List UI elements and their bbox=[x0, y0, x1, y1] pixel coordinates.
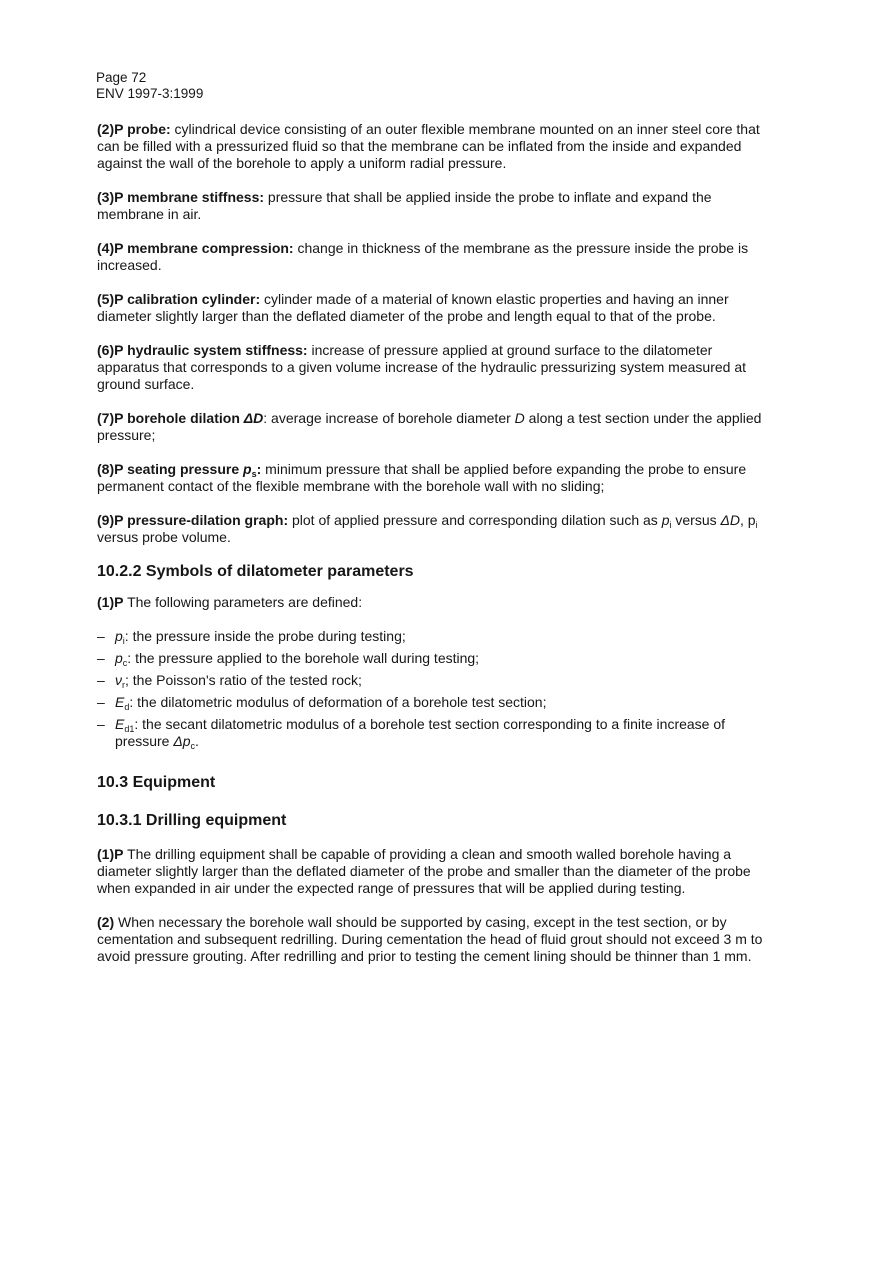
paragraph-drilling-2: (2) When necessary the borehole wall should be supported by casing, except in the test section, or by cementation and subsequent redrilling. During cementation the head of fluid grout should not exceed 3 m to avoid pressure grouting. After redrilling and prior to testing the cement lining should be thinner than 1 mm. bbox=[97, 914, 763, 964]
list-item: – $E_{d1}$: the secant dilatometric modulus of a borehole test section corresponding to a finite increase of pressure $\Delta p_c$. bbox=[97, 716, 726, 751]
definition-seating-pressure: (8)P seating pressure $p_s$: minimum pressure that shall be applied before expanding the probe to ensure permanent contact of the flexible membrane with the borehole wall with no sliding; bbox=[97, 461, 747, 494]
symbol: ν bbox=[115, 672, 122, 688]
list-item: – $E_d$: the dilatometric modulus of deformation of a borehole test section; bbox=[97, 694, 547, 712]
definition-probe bbox=[97, 121, 763, 172]
page-content bbox=[97, 121, 763, 982]
section-heading-drilling-equipment: 10.3.1 Drilling equipment bbox=[97, 812, 287, 829]
definition-term: (6)P hydraulic system stiffness: bbox=[97, 342, 308, 358]
symbol: p bbox=[243, 461, 252, 477]
symbol: p bbox=[115, 650, 123, 666]
symbols-intro: (1)P The following parameters are defined: bbox=[97, 594, 363, 610]
definition-text: cylindrical device consisting of an outer flexible membrane mounted on an inner steel core that can be filled with a pressurized fluid so that the membrane can be inflated from the inside and expanded against the wall of the borehole to apply a uniform radial pressure. bbox=[97, 121, 760, 171]
symbol: p bbox=[661, 512, 670, 528]
definition-pressure-dilation-graph: (9)P pressure-dilation graph: plot of applied pressure and corresponding dilation such as $p_i$ versus ΔD, $p_i$ versus probe volume. bbox=[97, 512, 758, 545]
definition-text: minimum pressure that shall be applied before expanding the probe to ensure permanent contact of the flexible membrane with the borehole wall with no sliding; bbox=[97, 461, 747, 494]
definition-term: (3)P membrane stiffness: bbox=[97, 189, 265, 205]
list-item: – $\nu_r$; the Poisson's ratio of the tested rock; bbox=[97, 672, 362, 690]
symbol: p bbox=[115, 628, 123, 644]
definition-borehole-dilation: (7)P borehole dilation ΔD: average increase of borehole diameter D along a test section under the applied pressure; bbox=[97, 410, 762, 443]
definition-term: (9)P pressure-dilation graph: bbox=[97, 512, 289, 528]
standard-reference: ENV 1997-3:1999 bbox=[96, 86, 204, 101]
page-header bbox=[96, 70, 203, 102]
definition-text: change in thickness of the membrane as the pressure inside the probe is increased. bbox=[97, 240, 749, 273]
symbol: Δp bbox=[173, 733, 191, 749]
definition-term: (5)P calibration cylinder: bbox=[97, 291, 261, 307]
definition-term: (7)P borehole dilation bbox=[97, 410, 244, 426]
symbol: E bbox=[115, 716, 125, 732]
definition-hydraulic-system-stiffness bbox=[97, 342, 763, 393]
page-number: Page 72 bbox=[96, 70, 147, 85]
symbol: ΔD bbox=[243, 410, 264, 426]
definition-text: cylinder made of a material of known elastic properties and having an inner diameter slightly larger than the deflated diameter of the probe and length equal to that of the probe. bbox=[97, 291, 729, 324]
symbol: D bbox=[514, 410, 525, 426]
symbol: E bbox=[115, 694, 125, 710]
definition-text: pressure that shall be applied inside the probe to inflate and expand the membrane in air. bbox=[97, 189, 712, 222]
symbol: ΔD bbox=[720, 512, 741, 528]
definition-term: (8)P seating pressure bbox=[97, 461, 244, 477]
definition-membrane-stiffness bbox=[97, 189, 763, 223]
definition-term: (4)P membrane compression: bbox=[97, 240, 294, 256]
definition-text: average increase of borehole diameter bbox=[267, 410, 515, 426]
definition-membrane-compression bbox=[97, 240, 763, 274]
paragraph-drilling-1: (1)P The drilling equipment shall be capable of providing a clean and smooth walled borehole having a diameter slightly larger than the deflated diameter of the probe and smaller than the diameter of the probe when expanded in air under the expected range of pressures that will be applied during testing. bbox=[97, 846, 751, 896]
list-item: – $p_i$: the pressure inside the probe during testing; bbox=[97, 628, 406, 646]
definition-term: (2)P probe: bbox=[97, 121, 171, 137]
parameter-list bbox=[97, 628, 763, 750]
section-heading-equipment: 10.3 Equipment bbox=[97, 774, 216, 791]
list-item: – $p_c$: the pressure applied to the borehole wall during testing; bbox=[97, 650, 480, 668]
section-heading-symbols: 10.2.2 Symbols of dilatometer parameters bbox=[97, 563, 414, 580]
definition-calibration-cylinder bbox=[97, 291, 763, 325]
definition-text: increase of pressure applied at ground surface to the dilatometer apparatus that corresponds to a given volume increase of the hydraulic pressurizing system measured at ground surface. bbox=[97, 342, 747, 392]
